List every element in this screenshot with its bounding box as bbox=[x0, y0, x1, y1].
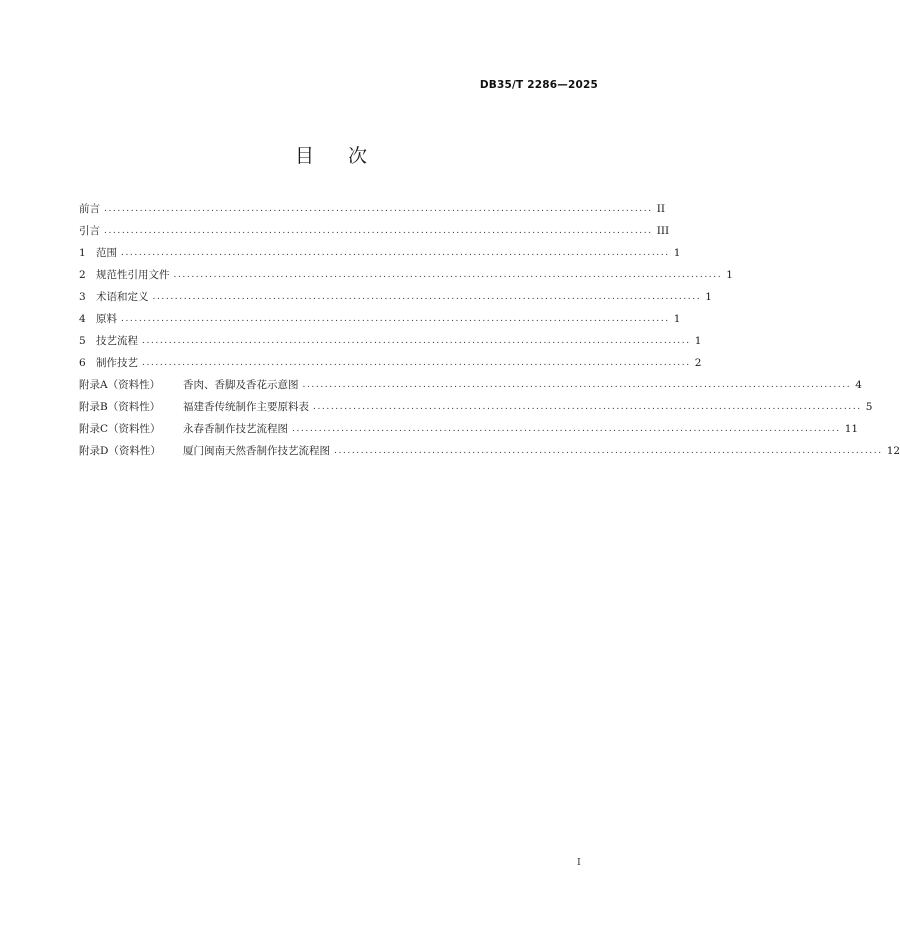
toc-entry-label bbox=[79, 267, 170, 283]
toc-entry-page: 12 bbox=[886, 445, 900, 457]
toc-entry-production-techniques[interactable] bbox=[79, 355, 702, 377]
toc-entry-number: 1 bbox=[79, 247, 86, 259]
toc-entry-page: III bbox=[656, 225, 670, 237]
toc-entry-page: II bbox=[656, 203, 665, 215]
toc-entry-label bbox=[79, 245, 117, 261]
toc-entry-raw-materials[interactable] bbox=[79, 311, 681, 333]
toc-entry-appendix-d[interactable] bbox=[79, 443, 900, 465]
toc-leader-dots: ........................................................................................................................... bbox=[313, 402, 862, 412]
toc-entry-introduction[interactable] bbox=[79, 223, 670, 245]
toc-entry-page: 2 bbox=[694, 357, 702, 369]
toc-appendix-prefix: 附录A（资料性） bbox=[79, 379, 161, 391]
toc-entry-label bbox=[79, 399, 309, 415]
toc-entry-process-flow[interactable] bbox=[79, 333, 702, 355]
toc-leader-dots: ........................................................................................................................... bbox=[173, 270, 723, 280]
toc-entry-page: 1 bbox=[726, 269, 733, 281]
table-of-contents bbox=[79, 201, 900, 465]
toc-leader-dots: ........................................................................................................................... bbox=[104, 226, 653, 236]
toc-entry-label bbox=[79, 289, 149, 305]
document-code: DB35/T 2286—2025 bbox=[479, 79, 598, 91]
toc-leader-dots: ........................................................................................................................... bbox=[152, 292, 702, 302]
toc-entry-terms-definitions[interactable] bbox=[79, 289, 712, 311]
toc-entry-page: 1 bbox=[673, 247, 681, 259]
toc-entry-scope[interactable] bbox=[79, 245, 681, 267]
toc-entry-text: 原料 bbox=[96, 313, 117, 325]
toc-entry-label: 引言 bbox=[79, 225, 100, 237]
toc-leader-dots: ........................................................................................................................... bbox=[142, 336, 691, 346]
toc-entry-page: 1 bbox=[673, 313, 681, 325]
title-char-2: 次 bbox=[348, 145, 368, 167]
toc-entry-appendix-a[interactable] bbox=[79, 377, 862, 399]
toc-entry-page: 1 bbox=[694, 335, 702, 347]
toc-leader-dots: ........................................................................................................................... bbox=[302, 380, 852, 390]
toc-entry-preface[interactable] bbox=[79, 201, 665, 223]
toc-entry-number: 2 bbox=[79, 269, 86, 281]
toc-entry-label bbox=[79, 377, 299, 393]
toc-entry-text: 术语和定义 bbox=[96, 291, 149, 303]
toc-entry-text: 厦门闽南天然香制作技艺流程图 bbox=[183, 445, 330, 457]
toc-entry-appendix-c[interactable] bbox=[79, 421, 859, 443]
toc-entry-text: 规范性引用文件 bbox=[96, 269, 170, 281]
toc-leader-dots: ........................................................................................................................... bbox=[121, 248, 670, 258]
toc-entry-label bbox=[79, 355, 138, 371]
title-char-1: 目 bbox=[294, 145, 314, 167]
toc-appendix-prefix: 附录B（资料性） bbox=[79, 401, 161, 413]
toc-entry-normative-references[interactable] bbox=[79, 267, 733, 289]
toc-entry-text: 范围 bbox=[96, 247, 117, 259]
toc-entry-label bbox=[79, 333, 138, 349]
toc-entry-number: 4 bbox=[79, 313, 86, 325]
toc-entry-text: 制作技艺 bbox=[96, 357, 138, 369]
page-title bbox=[0, 141, 662, 168]
toc-entry-text: 香肉、香脚及香花示意图 bbox=[183, 379, 299, 391]
toc-entry-label: 前言 bbox=[79, 203, 100, 215]
toc-appendix-prefix: 附录C（资料性） bbox=[79, 423, 161, 435]
toc-entry-page: 1 bbox=[705, 291, 712, 303]
page-number: I bbox=[577, 857, 581, 868]
toc-entry-label bbox=[79, 421, 288, 437]
toc-entry-page: 5 bbox=[865, 401, 873, 413]
toc-leader-dots: ........................................................................................................................... bbox=[292, 424, 841, 434]
toc-entry-label bbox=[79, 443, 330, 459]
toc-entry-text: 技艺流程 bbox=[96, 335, 138, 347]
toc-leader-dots: ........................................................................................................................... bbox=[121, 314, 670, 324]
toc-entry-number: 5 bbox=[79, 335, 86, 347]
toc-entry-page: 4 bbox=[855, 379, 862, 391]
toc-appendix-prefix: 附录D（资料性） bbox=[79, 445, 161, 457]
toc-leader-dots: ........................................................................................................................... bbox=[334, 446, 883, 456]
toc-entry-page: 11 bbox=[844, 423, 859, 435]
toc-entry-text: 永春香制作技艺流程图 bbox=[183, 423, 288, 435]
toc-entry-number: 6 bbox=[79, 357, 86, 369]
toc-leader-dots: ........................................................................................................................... bbox=[104, 204, 653, 214]
toc-entry-number: 3 bbox=[79, 291, 86, 303]
toc-leader-dots: ........................................................................................................................... bbox=[142, 358, 691, 368]
toc-entry-label bbox=[79, 311, 117, 327]
toc-entry-text: 福建香传统制作主要原料表 bbox=[183, 401, 309, 413]
toc-entry-appendix-b[interactable] bbox=[79, 399, 873, 421]
